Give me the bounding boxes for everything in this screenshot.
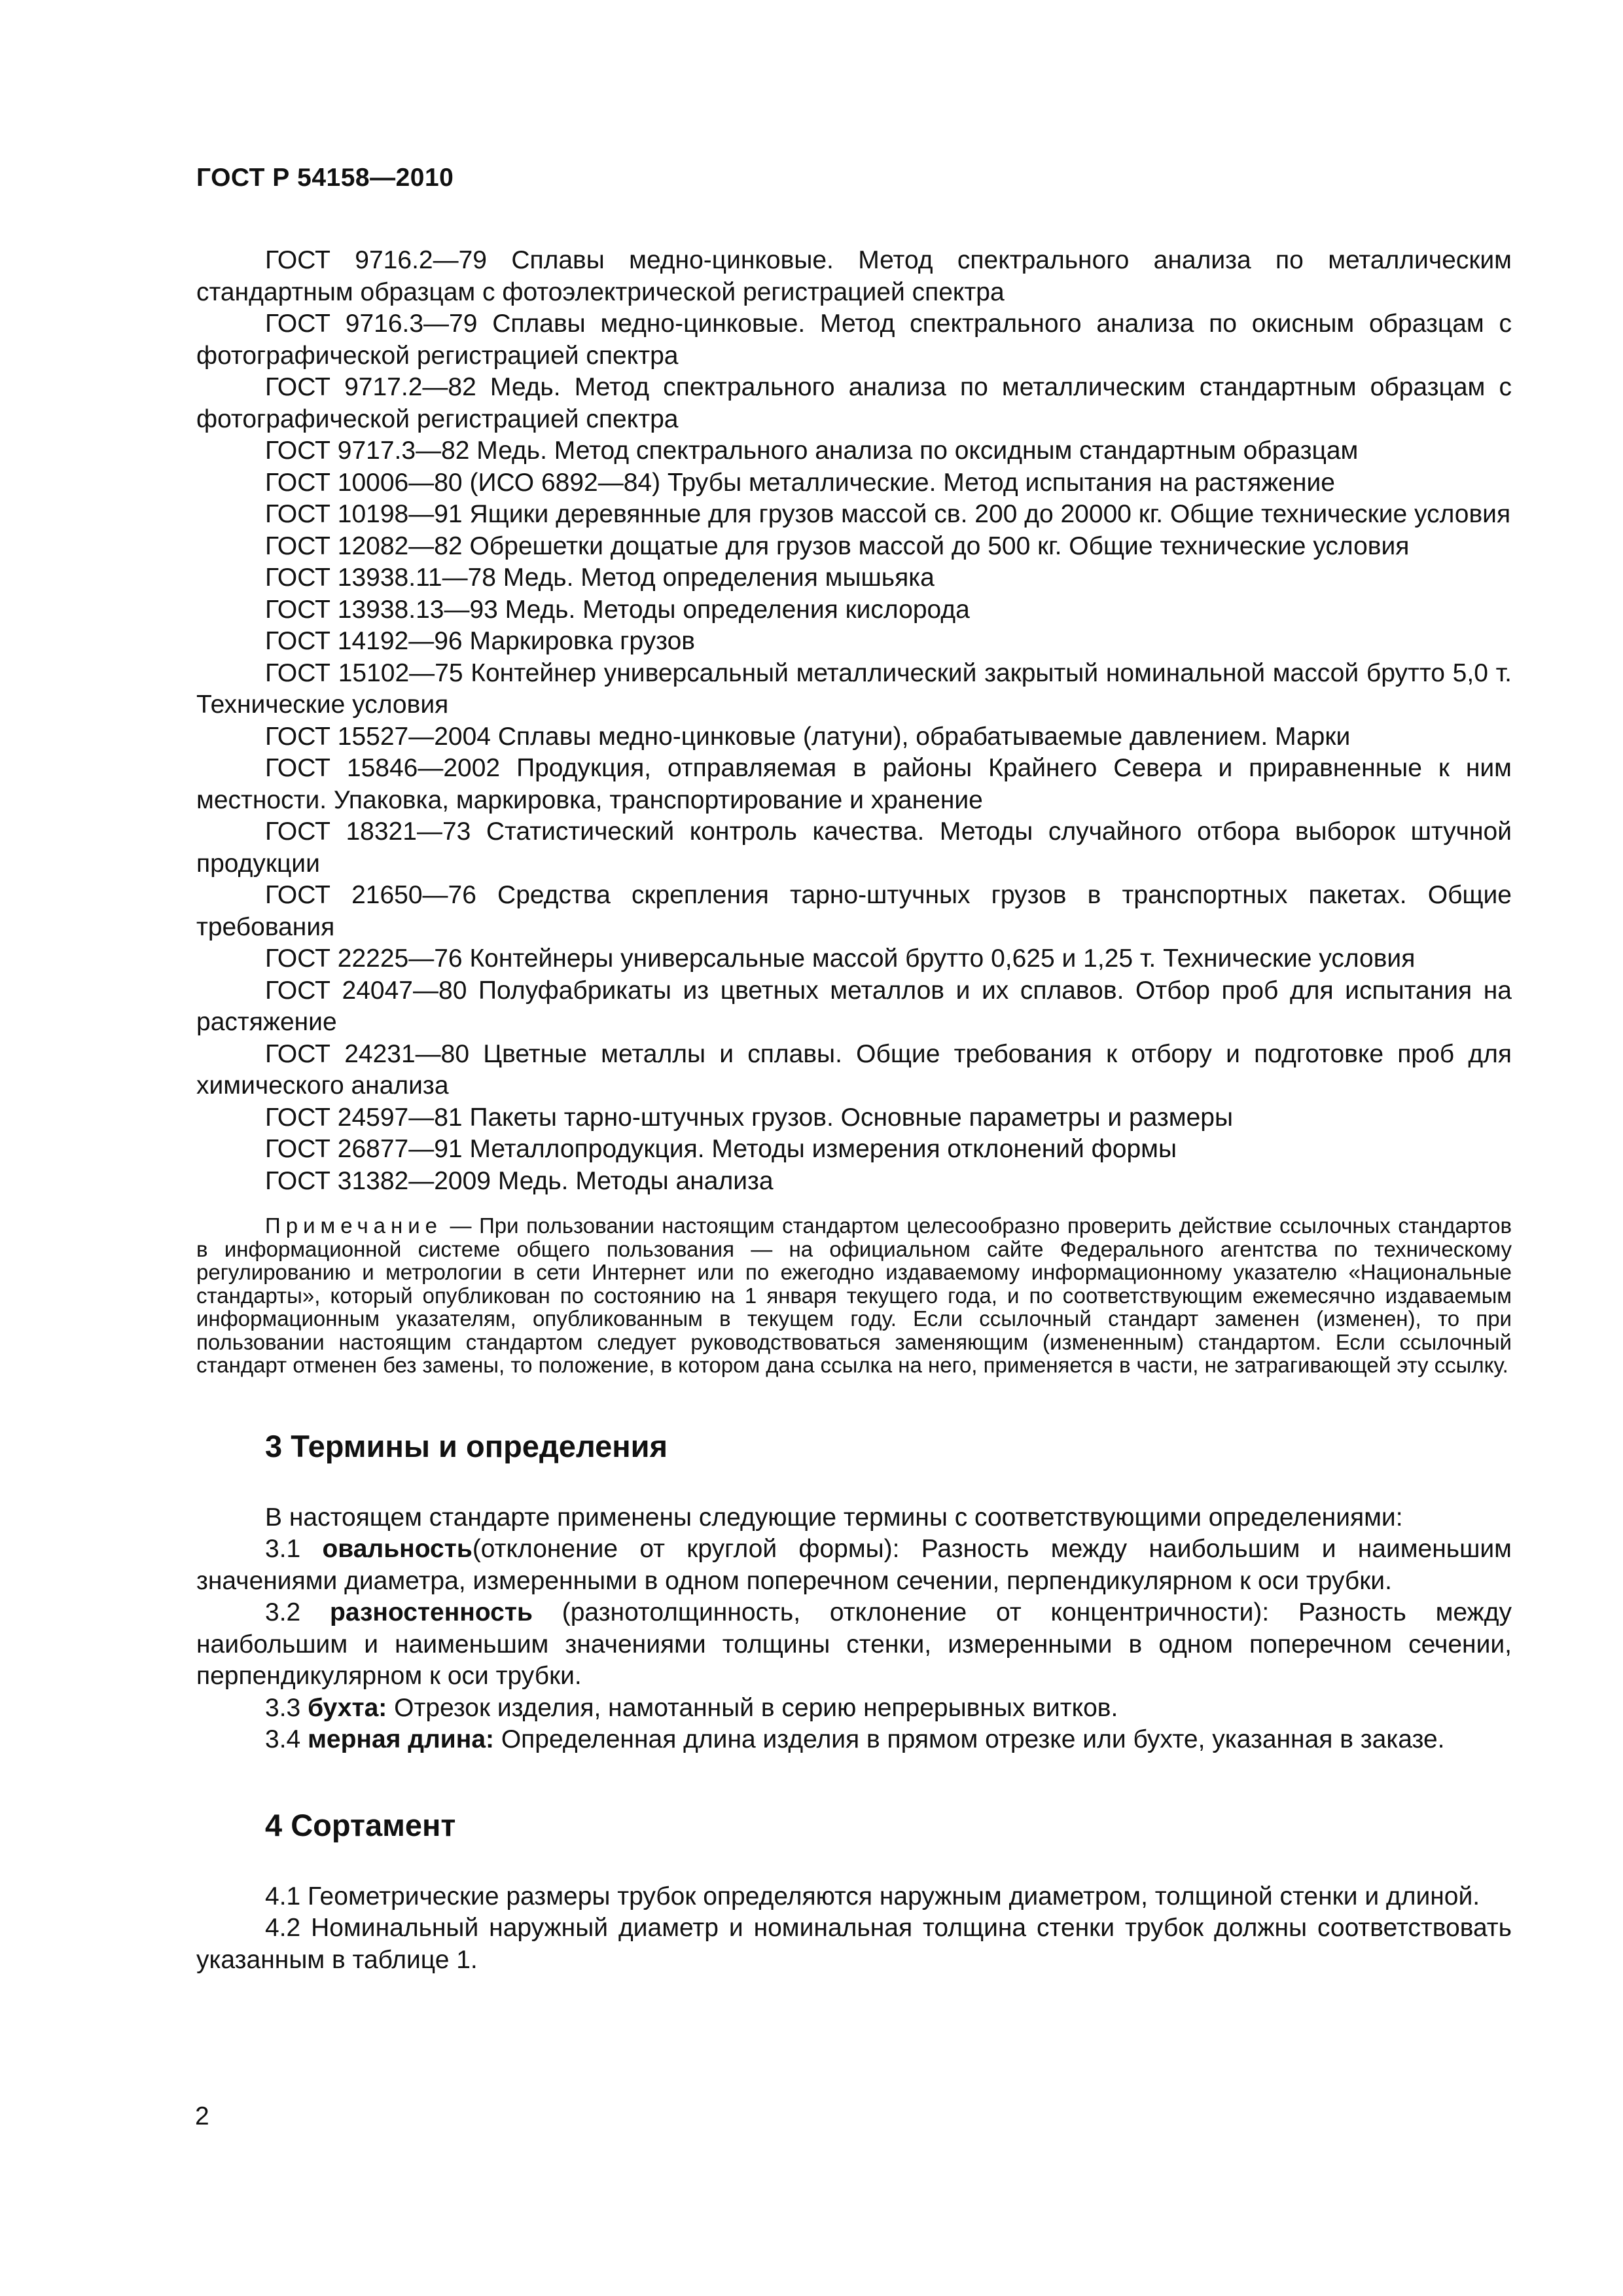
term-text: (разнотолщинность, отклонение от концентричности): Разность между наибольшим и наименьшим значениями толщины стенки, измеренными в одном поперечном сечении, перпендикулярном к оси трубки.	[196, 1598, 1512, 1690]
reference-item: ГОСТ 24047—80 Полуфабрикаты из цветных металлов и их сплавов. Отбор проб для испытания на растяжение	[196, 976, 1512, 1036]
reference-item: ГОСТ 21650—76 Средства скрепления тарно-штучных грузов в транспортных пакетах. Общие требования	[196, 881, 1512, 941]
section-4-title: 4 Сортамент	[265, 1807, 456, 1842]
reference-item: ГОСТ 31382—2009 Медь. Методы анализа	[265, 1166, 774, 1195]
reference-item: ГОСТ 24597—81 Пакеты тарно-штучных грузов. Основные параметры и размеры	[265, 1103, 1233, 1132]
note-paragraph	[196, 1214, 1512, 1377]
reference-item: ГОСТ 12082—82 Обрешетки дощатые для грузов массой до 500 кг. Общие технические условия	[265, 531, 1410, 560]
references-list	[196, 245, 1512, 1197]
term-number: 3.2	[265, 1598, 330, 1626]
term-text: Отрезок изделия, намотанный в серию непрерывных витков.	[387, 1693, 1118, 1722]
reference-item: ГОСТ 15846—2002 Продукция, отправляемая в районы Крайнего Севера и приравненные к ним местности. Упаковка, маркировка, транспортирование и хранение	[196, 754, 1512, 814]
term-name: мерная длина:	[308, 1725, 495, 1753]
section-4-paragraph: 4.2 Номинальный наружный диаметр и номинальная толщина стенки трубок должны соответствовать указанным в таблице 1.	[196, 1914, 1512, 1974]
term-definition	[196, 1534, 1512, 1597]
reference-item: ГОСТ 14192—96 Маркировка грузов	[265, 627, 695, 655]
term-definition	[196, 1724, 1512, 1756]
reference-item: ГОСТ 22225—76 Контейнеры универсальные массой брутто 0,625 и 1,25 т. Технические условия	[265, 944, 1416, 973]
reference-item: ГОСТ 18321—73 Статистический контроль качества. Методы случайного отбора выборок штучной продукции	[196, 817, 1512, 878]
term-text: (отклонение от круглой формы): Разность между наибольшим и наименьшим значениями диаметра, измеренными в одном поперечном сечении, перпендикулярном к оси трубки.	[196, 1535, 1512, 1595]
reference-item: ГОСТ 13938.13—93 Медь. Методы определения кислорода	[265, 595, 970, 624]
term-name: разностенность	[330, 1598, 533, 1626]
section-3-title: 3 Термины и определения	[265, 1428, 668, 1463]
term-definition	[196, 1597, 1512, 1693]
reference-item: ГОСТ 10198—91 Ящики деревянные для грузов массой св. 200 до 20000 кг. Общие технические условия	[265, 500, 1511, 528]
reference-item: ГОСТ 26877—91 Металлопродукция. Методы измерения отклонений формы	[265, 1135, 1177, 1163]
reference-item: ГОСТ 13938.11—78 Медь. Метод определения мышьяка	[265, 564, 935, 592]
term-text: Определенная длина изделия в прямом отрезке или бухте, указанная в заказе.	[494, 1725, 1445, 1753]
note-label: Примечание	[265, 1213, 443, 1238]
section-3-intro: В настоящем стандарте применены следующие термины с соответствующими определениями:	[265, 1503, 1403, 1532]
reference-item: ГОСТ 24231—80 Цветные металлы и сплавы. Общие требования к отбору и подготовке проб для химического анализа	[196, 1039, 1512, 1100]
term-number: 3.4	[265, 1725, 308, 1753]
page-number: 2	[195, 2102, 209, 2130]
reference-item: ГОСТ 9717.2—82 Медь. Метод спектрального анализа по металлическим стандартным образцам с фотографической регистрацией спектра	[196, 373, 1512, 433]
reference-item: ГОСТ 9716.3—79 Сплавы медно-цинковые. Метод спектрального анализа по окисным образцам с фотографической регистрацией спектра	[196, 310, 1512, 370]
reference-item: ГОСТ 9717.3—82 Медь. Метод спектрального анализа по оксидным стандартным образцам	[265, 437, 1359, 465]
reference-item: ГОСТ 10006—80 (ИСО 6892—84) Трубы металлические. Метод испытания на растяжение	[265, 468, 1335, 497]
section-4-body	[196, 1881, 1512, 1977]
term-name: овальность	[322, 1535, 473, 1563]
section-4-paragraph: 4.1 Геометрические размеры трубок определяются наружным диаметром, толщиной стенки и длиной.	[265, 1882, 1480, 1910]
term-definition	[196, 1693, 1512, 1725]
reference-item: ГОСТ 9716.2—79 Сплавы медно-цинковые. Метод спектрального анализа по металлическим стандартным образцам с фотоэлектрической регистрацией спектра	[196, 246, 1512, 306]
reference-item: ГОСТ 15527—2004 Сплавы медно-цинковые (латуни), обрабатываемые давлением. Марки	[265, 722, 1351, 751]
reference-item: ГОСТ 15102—75 Контейнер универсальный металлический закрытый номинальной массой брутто 5,0 т. Технические условия	[196, 658, 1512, 719]
page-header: ГОСТ Р 54158—2010	[196, 164, 454, 192]
term-name: бухта:	[308, 1693, 387, 1722]
section-3-body	[196, 1502, 1512, 1756]
note-text: — При пользовании настоящим стандартом целесообразно проверить действие ссылочных стандартов в информационной системе общего пользования — на официальном сайте Федерального агентства по техническому регулированию и метрологии в сети Интернет или по ежегодно издаваемому информационному указателю «Национальные стандарты», который опубликован по состоянию на 1 января текущего года, и по соответствующим ежемесячно издаваемым информационным указателям, опубликованным в текущем году. Если ссылочный стандарт заменен (изменен), то при пользовании настоящим стандартом следует руководствоваться заменяющим (измененным) стандартом. Если ссылочный стандарт отменен без замены, то положение, в котором дана ссылка на него, применяется в части, не затрагивающей эту ссылку.	[196, 1213, 1512, 1377]
term-number: 3.3	[265, 1693, 308, 1722]
term-number: 3.1	[265, 1535, 323, 1563]
